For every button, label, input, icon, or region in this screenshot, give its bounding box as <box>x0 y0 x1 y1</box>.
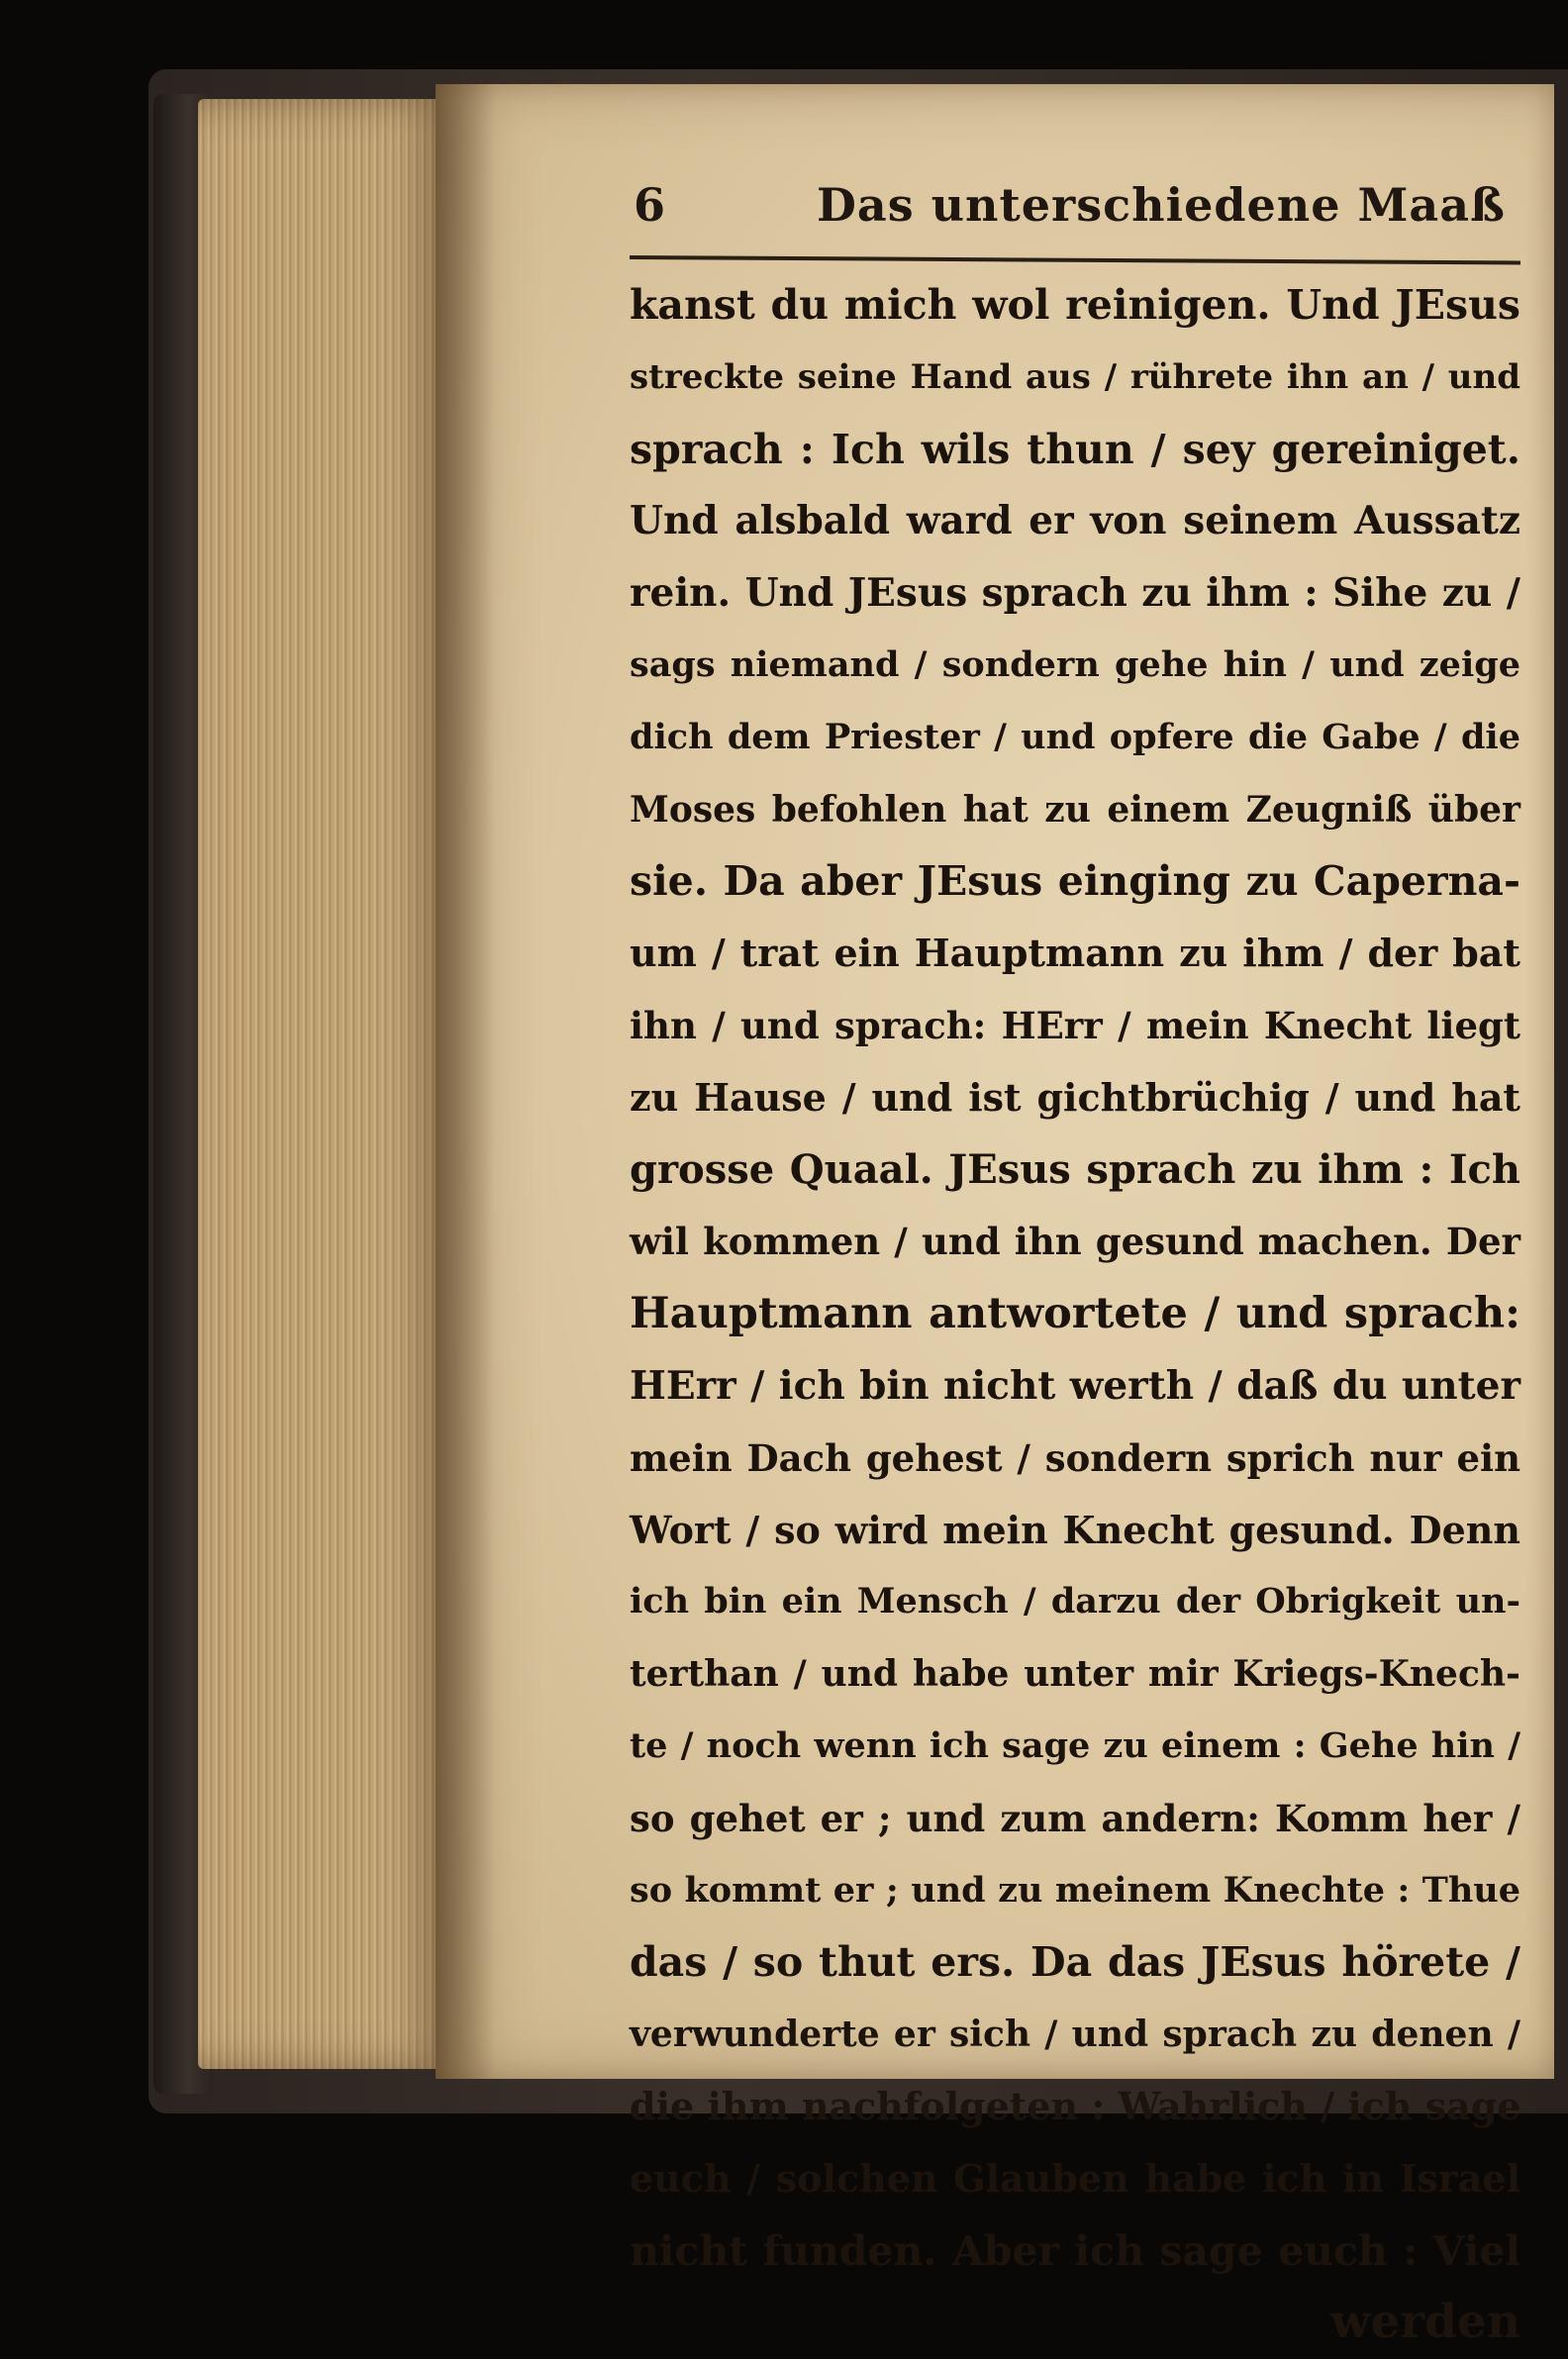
text-line: zu Hause / und ist gichtbrüchig / und hat <box>630 1074 1520 1120</box>
text-line: Moses befohlen hat zu einem Zeugniß über <box>630 788 1520 831</box>
text-line: das / so thut ers. Da das JEsus hörete / <box>630 1938 1520 1987</box>
text-line: Und alsbald ward er von seinem Aussatz <box>630 498 1520 544</box>
text-line: ihn / und sprach: HErr / mein Knecht liegt <box>630 1003 1520 1047</box>
page-edges <box>198 99 455 2069</box>
page-gutter-shadow <box>436 84 495 2079</box>
page-header <box>634 178 1524 247</box>
page-number: 6 <box>634 178 666 232</box>
text-line: streckte seine Hand aus / rührete ihn an / und <box>630 356 1520 397</box>
text-line: te / noch wenn ich sage zu einem : Gehe hin / <box>630 1724 1520 1766</box>
text-line: sprach : Ich wils thun / sey gereiniget. <box>630 425 1520 473</box>
text-line: sags niemand / sondern gehe hin / und zeige <box>630 643 1520 685</box>
text-line: rein. Und JEsus sprach zu ihm : Sihe zu / <box>630 570 1520 617</box>
text-line: so gehet er ; und zum andern: Komm her / <box>630 1796 1520 1840</box>
text-line: dich dem Priester / und opfere die Gabe / die <box>630 716 1520 757</box>
running-title: Das unterschiedene Maaß <box>817 178 1506 232</box>
text-line: verwunderte er sich / und sprach zu denen / <box>630 2014 1520 2056</box>
text-line: sie. Da aber JEsus einging zu Caperna- <box>630 857 1520 906</box>
text-line: die ihm nachfolgeten : Wahrlich / ich sage <box>630 2083 1521 2128</box>
text-line: terthan / und habe unter mir Kriegs-Knech- <box>630 1653 1520 1696</box>
text-line: wil kommen / und ihn gesund machen. Der <box>630 1220 1520 1264</box>
text-line: HErr / ich bin nicht werth / daß du unter <box>630 1362 1520 1409</box>
catchword: werden <box>1329 2295 1520 2350</box>
text-line: euch / solchen Glauben habe ich in Israel <box>630 2155 1520 2201</box>
text-line: Hauptmann antwortete / und sprach: <box>630 1289 1520 1339</box>
text-line: mein Dach gehest / sondern sprich nur ein <box>630 1435 1520 1480</box>
text-line: Wort / so wird mein Knecht gesund. Denn <box>630 1507 1520 1552</box>
text-line: so kommt er ; und zu meinem Knechte : Thue <box>630 1869 1520 1911</box>
text-line: ich bin ein Mensch / darzu der Obrigkeit un- <box>630 1581 1520 1622</box>
text-line: grosse Quaal. JEsus sprach zu ihm : Ich <box>630 1145 1520 1193</box>
text-line: um / trat ein Hauptmann zu ihm / der bat <box>630 931 1520 976</box>
text-line: nicht funden. Aber ich sage euch : Viel <box>630 2226 1520 2275</box>
body-text <box>630 269 1520 2359</box>
text-line: kanst du mich wol reinigen. Und JEsus <box>630 281 1520 329</box>
